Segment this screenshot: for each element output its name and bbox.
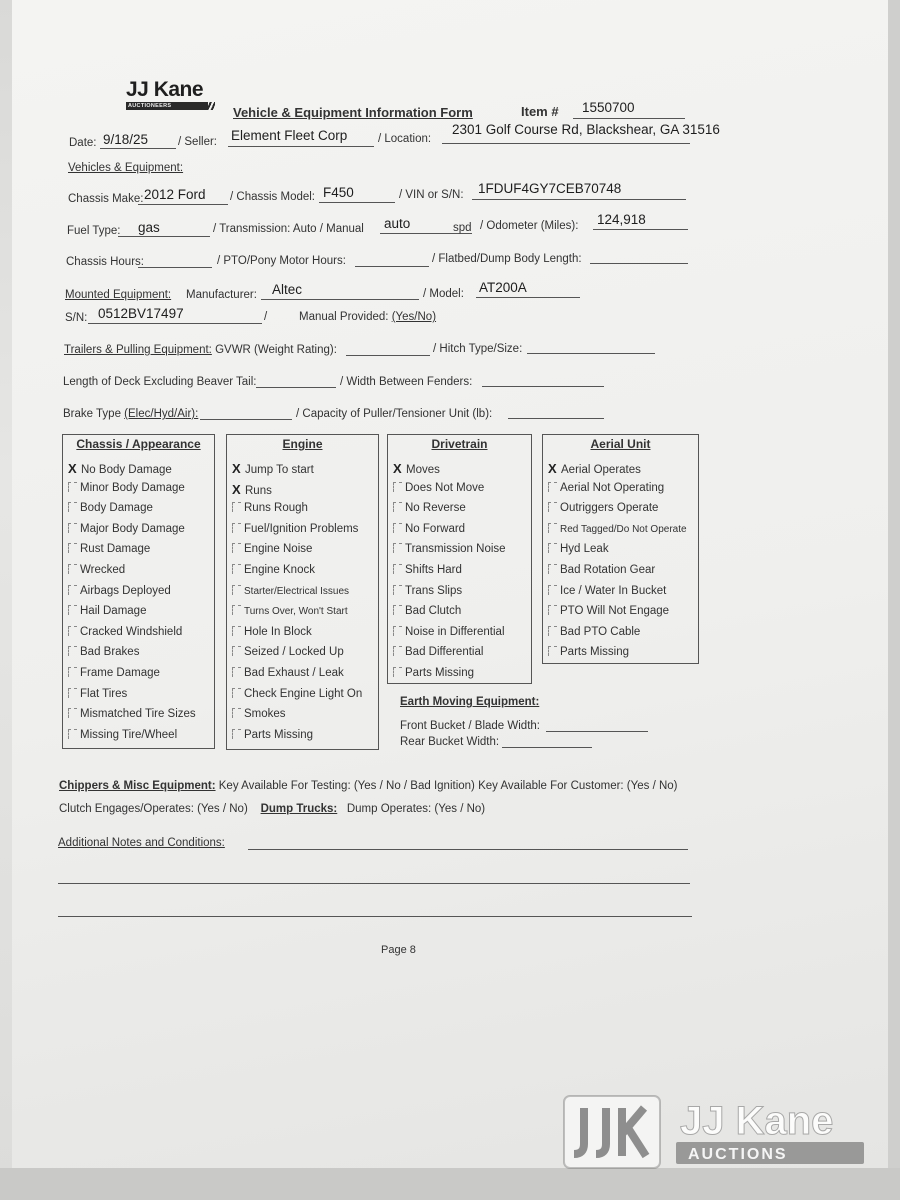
chassis-model-value: F450	[323, 185, 354, 200]
date-label: Date:	[69, 137, 97, 149]
drivetrain-item-label: Bad Differential	[405, 646, 484, 659]
model-label: / Model:	[423, 288, 464, 300]
engine-item-label: Engine Knock	[244, 564, 315, 576]
chassis-appearance-box	[62, 434, 215, 749]
aerial-item-label: Outriggers Operate	[560, 502, 659, 515]
chassis-item-label: Missing Tire/Wheel	[80, 728, 178, 741]
chassis-item-6[interactable]	[68, 585, 171, 597]
seller-label: / Seller:	[178, 136, 217, 148]
flatbed-label: / Flatbed/Dump Body Length:	[432, 253, 582, 265]
jjkane-watermark	[562, 1094, 872, 1181]
engine-item-label: Runs Rough	[244, 502, 308, 515]
drivetrain-item-0[interactable]	[393, 461, 440, 476]
brake-label: Brake Type (Elec/Hyd/Air):	[63, 408, 199, 420]
checkbox-empty-icon[interactable]	[68, 667, 77, 677]
aerial-item-label: Parts Missing	[560, 646, 630, 659]
odometer-line	[593, 229, 688, 230]
location-value: 2301 Golf Course Rd, Blackshear, GA 31516	[452, 122, 720, 137]
aerial-item-8[interactable]	[548, 626, 640, 638]
chassis-item-label: Minor Body Damage	[80, 481, 185, 494]
chassis-make-line	[138, 204, 228, 205]
aerial-box-title: Aerial Unit	[590, 437, 651, 451]
vin-value: 1FDUF4GY7CEB70748	[478, 181, 622, 196]
chassis-item-9[interactable]	[68, 646, 139, 658]
checkbox-empty-icon[interactable]	[548, 646, 557, 656]
engine-item-11[interactable]	[232, 688, 362, 700]
checkbox-checked-icon[interactable]: X	[548, 461, 557, 476]
checkbox-empty-icon[interactable]	[68, 502, 77, 512]
drivetrain-item-label: Moves	[406, 464, 440, 476]
drivetrain-item-3[interactable]	[393, 523, 465, 535]
gvwr-line	[346, 355, 430, 356]
engine-item-label: Bad Exhaust / Leak	[244, 667, 344, 679]
logo-subtitle: AUCTIONEERS	[126, 102, 208, 110]
vin-line	[472, 199, 686, 200]
drivetrain-item-10[interactable]	[393, 667, 474, 679]
hitch-label: / Hitch Type/Size:	[433, 343, 523, 355]
page-number: Page 8	[381, 944, 416, 956]
chassis-item-label: No Body Damage	[81, 464, 172, 476]
drivetrain-item-label: Trans Slips	[405, 584, 463, 597]
checkbox-checked-icon[interactable]: X	[232, 461, 241, 476]
engine-item-1[interactable]	[232, 482, 272, 497]
pto-hours-line	[355, 266, 429, 267]
checkbox-empty-icon[interactable]	[68, 564, 77, 574]
drivetrain-box-title: Drivetrain	[431, 437, 488, 451]
manufacturer-label: Manufacturer:	[186, 289, 257, 301]
chassis-item-label: Body Damage	[80, 502, 153, 515]
aerial-item-6[interactable]	[548, 585, 666, 597]
chassis-hours-label: Chassis Hours:	[66, 256, 144, 268]
engine-item-13[interactable]	[232, 729, 313, 741]
flatbed-line	[590, 263, 688, 264]
checkbox-empty-icon[interactable]	[232, 729, 241, 739]
item-label: Item #	[521, 104, 559, 119]
checkbox-empty-icon[interactable]	[548, 482, 557, 492]
engine-item-label: Fuel/Ignition Problems	[244, 522, 359, 535]
engine-item-label: Starter/Electrical Issues	[244, 585, 350, 597]
chassis-item-label: Bad Brakes	[80, 646, 140, 659]
date-value: 9/18/25	[103, 132, 149, 147]
checkbox-empty-icon[interactable]	[68, 708, 77, 718]
location-line	[442, 143, 690, 144]
checkbox-empty-icon[interactable]	[68, 523, 77, 533]
checkbox-empty-icon[interactable]	[393, 667, 402, 677]
aerial-item-2[interactable]	[548, 502, 658, 514]
drivetrain-item-6[interactable]	[393, 585, 462, 597]
chassis-item-label: Flat Tires	[80, 687, 128, 700]
notes-label: Additional Notes and Conditions:	[58, 837, 225, 849]
earth-section-label: Earth Moving Equipment:	[400, 696, 540, 708]
engine-item-6[interactable]	[232, 585, 349, 597]
trailers-section-label: Trailers & Pulling Equipment: GVWR (Weight Rating):	[64, 344, 337, 356]
checkbox-empty-icon[interactable]	[548, 626, 557, 636]
engine-item-label: Jump To start	[245, 464, 314, 476]
chassis-item-label: Airbags Deployed	[80, 584, 171, 597]
checkbox-empty-icon[interactable]	[232, 708, 241, 718]
chassis-box-title: Chassis / Appearance	[76, 437, 201, 451]
chassis-item-label: Rust Damage	[80, 543, 151, 556]
aerial-item-9[interactable]	[548, 646, 629, 658]
engine-item-12[interactable]	[232, 708, 286, 720]
chassis-item-7[interactable]	[68, 605, 146, 617]
drivetrain-item-label: Noise in Differential	[405, 625, 505, 638]
rear-bucket-label: Rear Bucket Width:	[400, 736, 500, 748]
aerial-item-3[interactable]	[548, 523, 687, 535]
engine-item-label: Check Engine Light On	[244, 687, 363, 700]
pto-hours-label: / PTO/Pony Motor Hours:	[217, 255, 346, 267]
aerial-item-1[interactable]	[548, 482, 664, 494]
front-bucket-line	[546, 731, 648, 732]
checkbox-empty-icon[interactable]	[393, 523, 402, 533]
drivetrain-item-9[interactable]	[393, 646, 483, 658]
checkbox-empty-icon[interactable]	[548, 543, 557, 553]
rear-bucket-line	[502, 747, 592, 748]
checkbox-empty-icon[interactable]	[393, 543, 402, 553]
aerial-item-label: Hyd Leak	[560, 543, 609, 556]
chassis-item-11[interactable]	[68, 688, 127, 700]
seller-value: Element Fleet Corp	[231, 128, 348, 143]
chassis-item-label: Hail Damage	[80, 605, 147, 618]
aerial-item-7[interactable]	[548, 605, 669, 617]
checkbox-checked-icon[interactable]: X	[68, 461, 77, 476]
checkbox-empty-icon[interactable]	[232, 523, 241, 533]
chippers-row: Chippers & Misc Equipment: Key Available For Testing: (Yes / No / Bad Ignition) Key Available For Customer: (Yes / No)	[59, 780, 678, 792]
drivetrain-item-label: Transmission Noise	[405, 543, 506, 556]
engine-item-4[interactable]	[232, 543, 312, 555]
checkbox-empty-icon[interactable]	[232, 564, 241, 574]
drivetrain-item-7[interactable]	[393, 605, 461, 617]
notes-line-3	[58, 916, 692, 917]
engine-item-7[interactable]	[232, 605, 348, 617]
checkbox-checked-icon[interactable]: X	[232, 481, 241, 497]
seller-line	[228, 146, 374, 147]
checkbox-empty-icon[interactable]	[68, 482, 77, 492]
engine-item-label: Runs	[245, 484, 272, 497]
sn-slash: /	[264, 311, 268, 323]
engine-box	[226, 434, 379, 750]
fuel-value: gas	[138, 220, 160, 235]
checkbox-empty-icon[interactable]	[393, 585, 402, 595]
checkbox-empty-icon[interactable]	[232, 646, 241, 656]
aerial-item-4[interactable]	[548, 543, 609, 555]
chassis-make-value: 2012 Ford	[144, 187, 206, 202]
paper-edge	[888, 0, 900, 1200]
chassis-item-4[interactable]	[68, 543, 150, 555]
transmission-label: / Transmission: Auto / Manual	[213, 223, 364, 235]
engine-item-10[interactable]	[232, 667, 344, 679]
drivetrain-item-1[interactable]	[393, 482, 484, 494]
chassis-item-2[interactable]	[68, 502, 153, 514]
jjkane-watermark-logo	[562, 1094, 872, 1176]
checkbox-empty-icon[interactable]	[68, 646, 77, 656]
engine-item-label: Hole In Block	[244, 625, 312, 638]
hitch-line	[527, 353, 655, 354]
location-label: / Location:	[378, 133, 432, 145]
engine-item-8[interactable]	[232, 626, 312, 638]
checkbox-empty-icon[interactable]	[232, 543, 241, 553]
item-line	[573, 118, 685, 119]
chassis-item-label: Wrecked	[80, 564, 126, 576]
checkbox-empty-icon[interactable]	[548, 585, 557, 595]
checkbox-checked-icon[interactable]: X	[393, 461, 402, 476]
brake-line	[200, 419, 292, 420]
chassis-item-label: Cracked Windshield	[80, 625, 183, 638]
drivetrain-item-4[interactable]	[393, 543, 506, 555]
chassis-model-line	[319, 202, 395, 203]
checkbox-empty-icon[interactable]	[393, 564, 402, 574]
drivetrain-item-5[interactable]	[393, 564, 462, 576]
item-number: 1550700	[582, 100, 635, 115]
notes-line-1	[248, 849, 688, 850]
chassis-item-label: Major Body Damage	[80, 522, 185, 535]
vin-label: / VIN or S/N:	[399, 189, 464, 201]
checkbox-empty-icon[interactable]	[393, 502, 402, 512]
chassis-make-label: Chassis Make:	[68, 193, 144, 205]
drivetrain-item-label: Bad Clutch	[405, 605, 462, 618]
aerial-unit-box	[542, 434, 699, 664]
deck-label: Length of Deck Excluding Beaver Tail:	[63, 376, 257, 388]
fenders-label: / Width Between Fenders:	[340, 376, 473, 388]
chassis-model-label: / Chassis Model:	[230, 191, 316, 203]
date-line	[100, 148, 176, 149]
chassis-item-label: Mismatched Tire Sizes	[80, 708, 196, 721]
jjkane-logo: JJ Kane	[126, 78, 204, 101]
chassis-item-3[interactable]	[68, 523, 185, 535]
drivetrain-item-label: Parts Missing	[405, 667, 475, 679]
engine-item-label: Engine Noise	[244, 543, 313, 556]
logo-stripes	[201, 102, 215, 110]
deck-line	[256, 387, 336, 388]
checkbox-empty-icon[interactable]	[548, 564, 557, 574]
aerial-item-label: Bad PTO Cable	[560, 625, 641, 638]
checkbox-empty-icon[interactable]	[232, 585, 241, 595]
fenders-line	[482, 386, 604, 387]
aerial-item-label: Bad Rotation Gear	[560, 564, 656, 576]
checkbox-empty-icon[interactable]	[232, 626, 241, 636]
chassis-item-12[interactable]	[68, 708, 196, 720]
chassis-item-5[interactable]	[68, 564, 125, 576]
aerial-item-0[interactable]	[548, 461, 641, 476]
watermark-sub: AUCTIONS	[688, 1146, 788, 1163]
manufacturer-line	[261, 299, 419, 300]
transmission-value: auto	[384, 216, 411, 231]
engine-item-label: Seized / Locked Up	[244, 646, 344, 659]
front-bucket-label: Front Bucket / Blade Width:	[400, 720, 540, 732]
checkbox-empty-icon[interactable]	[232, 688, 241, 698]
capacity-label: / Capacity of Puller/Tensioner Unit (lb):	[296, 408, 493, 420]
checkbox-empty-icon[interactable]	[393, 605, 402, 615]
engine-box-title: Engine	[282, 437, 323, 451]
manufacturer-value: Altec	[272, 282, 303, 297]
mounted-section-label: Mounted Equipment:	[65, 289, 172, 301]
chassis-hours-line	[138, 267, 212, 268]
checkbox-empty-icon[interactable]	[68, 543, 77, 553]
engine-item-9[interactable]	[232, 646, 344, 658]
checkbox-empty-icon[interactable]	[68, 605, 77, 615]
engine-item-label: Smokes	[244, 708, 286, 721]
checkbox-empty-icon[interactable]	[232, 605, 241, 615]
fuel-line	[118, 236, 210, 237]
manual-label: Manual Provided: (Yes/No)	[299, 311, 437, 323]
engine-item-3[interactable]	[232, 523, 358, 535]
drivetrain-box	[387, 434, 532, 684]
chassis-item-8[interactable]	[68, 626, 182, 638]
checkbox-empty-icon[interactable]	[548, 523, 557, 533]
aerial-item-label: Aerial Not Operating	[560, 481, 665, 494]
engine-item-2[interactable]	[232, 502, 308, 514]
model-value: AT200A	[479, 280, 527, 295]
aerial-item-label: PTO Will Not Engage	[560, 605, 670, 618]
capacity-line	[508, 418, 604, 419]
checkbox-empty-icon[interactable]	[232, 502, 241, 512]
engine-item-0[interactable]	[232, 461, 314, 476]
drivetrain-item-label: Does Not Move	[405, 481, 485, 494]
checkbox-empty-icon[interactable]	[68, 626, 77, 636]
drivetrain-item-label: No Reverse	[405, 502, 466, 515]
form-title: Vehicle & Equipment Information Form	[233, 105, 473, 120]
fuel-label: Fuel Type:	[67, 225, 121, 237]
aerial-item-label: Ice / Water In Bucket	[560, 584, 667, 597]
chassis-item-10[interactable]	[68, 667, 160, 679]
chassis-item-13[interactable]	[68, 729, 177, 741]
drivetrain-item-label: No Forward	[405, 522, 466, 535]
drivetrain-item-label: Shifts Hard	[405, 564, 462, 576]
spd-label: spd	[453, 222, 472, 234]
sn-label: S/N:	[65, 312, 88, 324]
checkbox-empty-icon[interactable]	[393, 626, 402, 636]
engine-item-label: Turns Over, Won't Start	[244, 606, 348, 618]
clutch-row: Clutch Engages/Operates: (Yes / No) Dump Trucks: Dump Operates: (Yes / No)	[59, 803, 486, 815]
drivetrain-item-2[interactable]	[393, 502, 466, 514]
checkbox-empty-icon[interactable]	[393, 482, 402, 492]
drivetrain-item-8[interactable]	[393, 626, 505, 638]
chassis-item-0[interactable]	[68, 461, 172, 476]
checkbox-empty-icon[interactable]	[548, 502, 557, 512]
aerial-item-label: Red Tagged/Do Not Operate	[560, 523, 687, 535]
checkbox-empty-icon[interactable]	[68, 585, 77, 595]
watermark-brand: JJ Kane	[680, 1099, 834, 1143]
sn-value: 0512BV17497	[98, 306, 184, 321]
checkbox-empty-icon[interactable]	[232, 667, 241, 677]
notes-line-2	[58, 883, 690, 884]
chassis-item-1[interactable]	[68, 482, 185, 494]
engine-item-5[interactable]	[232, 564, 315, 576]
model-line	[476, 297, 580, 298]
aerial-item-label: Aerial Operates	[561, 464, 641, 476]
sn-line	[88, 323, 262, 324]
chassis-item-label: Frame Damage	[80, 667, 160, 679]
odometer-value: 124,918	[597, 212, 646, 227]
aerial-item-5[interactable]	[548, 564, 655, 576]
checkbox-empty-icon[interactable]	[393, 646, 402, 656]
checkbox-empty-icon[interactable]	[548, 605, 557, 615]
odometer-label: / Odometer (Miles):	[480, 220, 579, 232]
engine-item-label: Parts Missing	[244, 728, 314, 741]
checkbox-empty-icon[interactable]	[68, 729, 77, 739]
checkbox-empty-icon[interactable]	[68, 688, 77, 698]
vehicles-section-label: Vehicles & Equipment:	[68, 162, 184, 174]
